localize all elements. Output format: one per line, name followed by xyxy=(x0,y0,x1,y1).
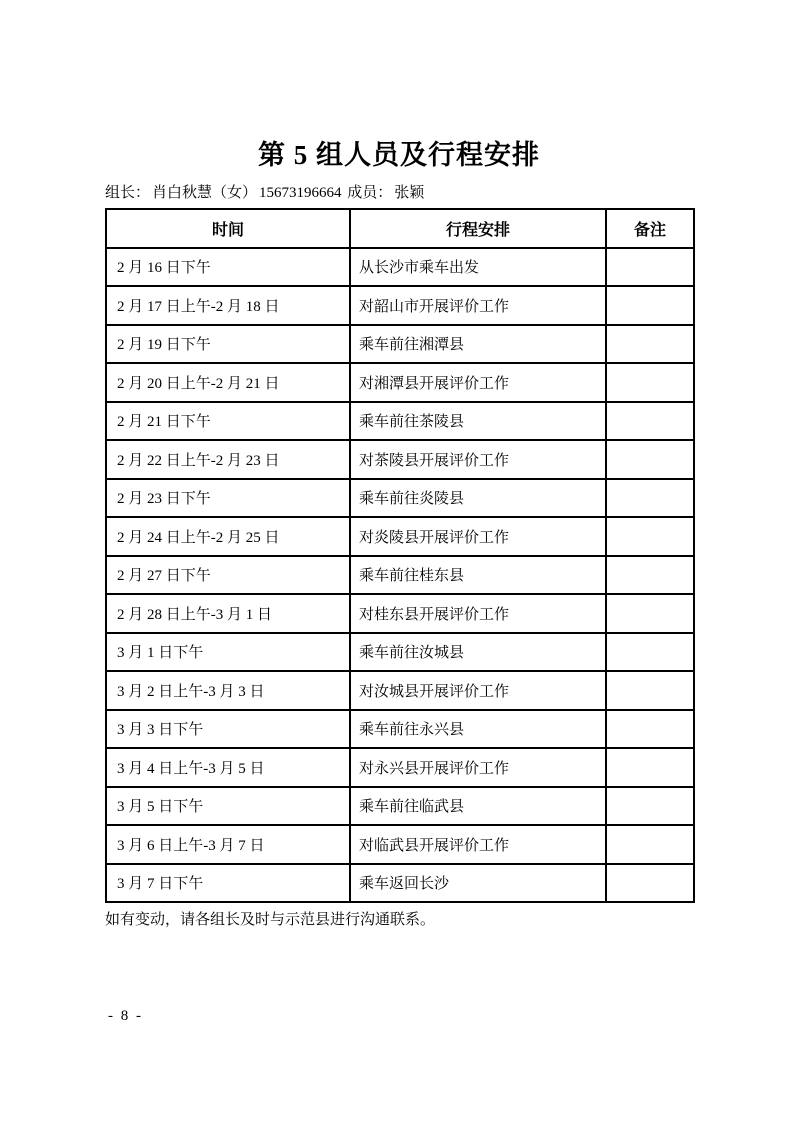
time-cell: 3 月 1 日下午 xyxy=(106,633,350,672)
remark-cell xyxy=(606,710,694,749)
leader-name: 肖白秋慧（女） xyxy=(152,185,258,201)
schedule-table xyxy=(105,208,695,903)
itinerary-cell: 对炎陵县开展评价工作 xyxy=(350,517,606,556)
remark-cell xyxy=(606,633,694,672)
remark-cell xyxy=(606,286,694,325)
table-row xyxy=(106,286,694,325)
itinerary-cell: 对茶陵县开展评价工作 xyxy=(350,440,606,479)
itinerary-cell: 乘车前往茶陵县 xyxy=(350,402,606,441)
remark-cell xyxy=(606,517,694,556)
itinerary-cell: 乘车返回长沙 xyxy=(350,864,606,903)
remark-cell xyxy=(606,325,694,364)
time-cell: 3 月 4 日上午-3 月 5 日 xyxy=(106,748,350,787)
table-header-row xyxy=(106,209,694,248)
page-number: - 8 - xyxy=(108,1008,143,1024)
time-cell: 3 月 7 日下午 xyxy=(106,864,350,903)
table-row xyxy=(106,748,694,787)
table-row xyxy=(106,440,694,479)
time-cell: 3 月 5 日下午 xyxy=(106,787,350,826)
table-row xyxy=(106,633,694,672)
column-header-remarks: 备注 xyxy=(606,209,694,248)
remark-cell xyxy=(606,479,694,518)
time-cell: 3 月 3 日下午 xyxy=(106,710,350,749)
remark-cell xyxy=(606,402,694,441)
remark-cell xyxy=(606,248,694,287)
remark-cell xyxy=(606,594,694,633)
column-header-itinerary: 行程安排 xyxy=(350,209,606,248)
table-row xyxy=(106,479,694,518)
itinerary-cell: 对临武县开展评价工作 xyxy=(350,825,606,864)
remark-cell xyxy=(606,825,694,864)
remark-cell xyxy=(606,748,694,787)
table-row xyxy=(106,325,694,364)
itinerary-cell: 乘车前往桂东县 xyxy=(350,556,606,595)
member-name: 张颖 xyxy=(394,185,425,201)
time-cell: 3 月 2 日上午-3 月 3 日 xyxy=(106,671,350,710)
itinerary-cell: 对汝城县开展评价工作 xyxy=(350,671,606,710)
time-cell: 2 月 16 日下午 xyxy=(106,248,350,287)
remark-cell xyxy=(606,556,694,595)
member-label: 成员： xyxy=(347,185,393,201)
table-row xyxy=(106,825,694,864)
page-title: 第 5 组人员及行程安排 xyxy=(258,140,540,170)
leader-label: 组长： xyxy=(105,185,151,201)
time-cell: 2 月 21 日下午 xyxy=(106,402,350,441)
itinerary-cell: 乘车前往临武县 xyxy=(350,787,606,826)
itinerary-cell: 对永兴县开展评价工作 xyxy=(350,748,606,787)
time-cell: 2 月 22 日上午-2 月 23 日 xyxy=(106,440,350,479)
table-row xyxy=(106,363,694,402)
time-cell: 3 月 6 日上午-3 月 7 日 xyxy=(106,825,350,864)
time-cell: 2 月 17 日上午-2 月 18 日 xyxy=(106,286,350,325)
itinerary-cell: 乘车前往炎陵县 xyxy=(350,479,606,518)
table-row xyxy=(106,517,694,556)
time-cell: 2 月 19 日下午 xyxy=(106,325,350,364)
time-cell: 2 月 28 日上午-3 月 1 日 xyxy=(106,594,350,633)
note-text: 如有变动，请各组长及时与示范县进行沟通联系。 xyxy=(105,912,436,928)
group-info-line xyxy=(105,183,693,203)
time-cell: 2 月 27 日下午 xyxy=(106,556,350,595)
itinerary-cell: 对桂东县开展评价工作 xyxy=(350,594,606,633)
remark-cell xyxy=(606,440,694,479)
table-row xyxy=(106,402,694,441)
table-row xyxy=(106,710,694,749)
time-cell: 2 月 24 日上午-2 月 25 日 xyxy=(106,517,350,556)
time-cell: 2 月 23 日下午 xyxy=(106,479,350,518)
itinerary-cell: 乘车前往汝城县 xyxy=(350,633,606,672)
table-row xyxy=(106,594,694,633)
itinerary-cell: 对湘潭县开展评价工作 xyxy=(350,363,606,402)
itinerary-cell: 对韶山市开展评价工作 xyxy=(350,286,606,325)
document-content xyxy=(105,140,693,930)
table-row xyxy=(106,671,694,710)
table-row xyxy=(106,864,694,903)
time-cell: 2 月 20 日上午-2 月 21 日 xyxy=(106,363,350,402)
itinerary-cell: 乘车前往湘潭县 xyxy=(350,325,606,364)
table-row xyxy=(106,248,694,287)
remark-cell xyxy=(606,363,694,402)
remark-cell xyxy=(606,787,694,826)
itinerary-cell: 从长沙市乘车出发 xyxy=(350,248,606,287)
remark-cell xyxy=(606,671,694,710)
table-row xyxy=(106,556,694,595)
itinerary-cell: 乘车前往永兴县 xyxy=(350,710,606,749)
column-header-time: 时间 xyxy=(106,209,350,248)
table-row xyxy=(106,787,694,826)
remark-cell xyxy=(606,864,694,903)
leader-phone: 15673196664 xyxy=(259,185,342,201)
